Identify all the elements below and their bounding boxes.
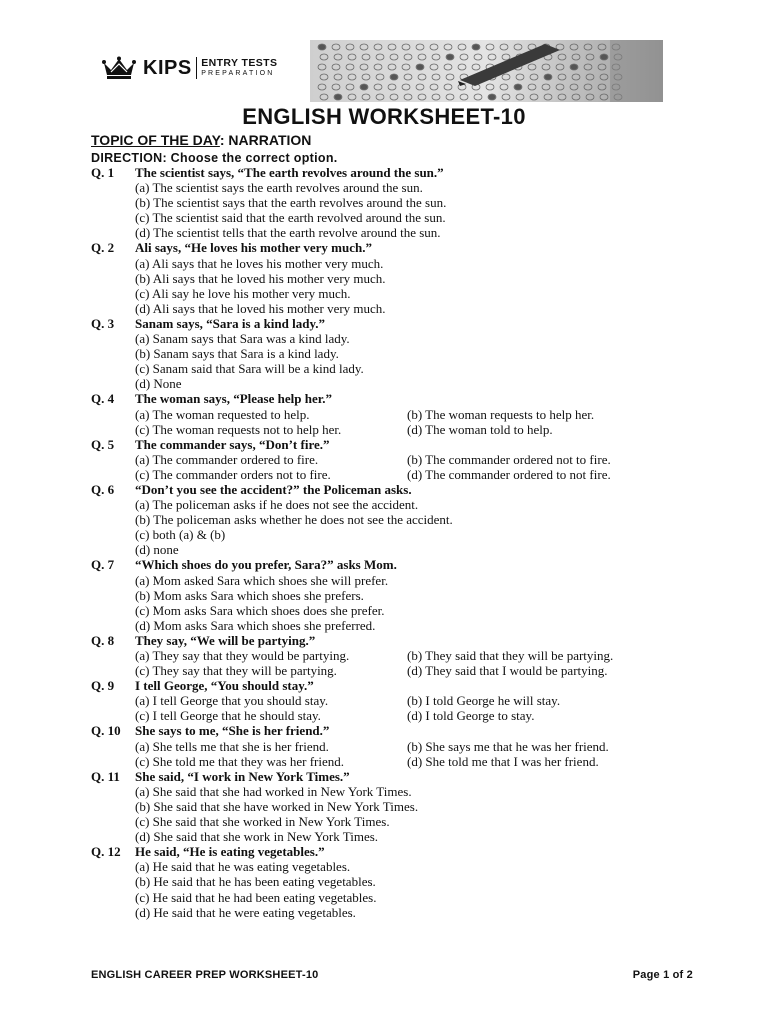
question-number: Q. 1 xyxy=(91,165,115,180)
question-block xyxy=(91,240,711,315)
answer-option[interactable]: (b) She said that she have worked in New York Times. xyxy=(135,798,419,814)
answer-option[interactable]: (a) I tell George that you should stay. xyxy=(135,693,329,709)
answer-option[interactable]: (a) The policeman asks if he does not see the accident. xyxy=(135,497,419,513)
option-row xyxy=(91,708,711,723)
answer-option[interactable]: (b) The commander ordered not to fire. xyxy=(407,451,611,467)
question-number: Q. 6 xyxy=(91,481,115,497)
question-line xyxy=(91,723,711,738)
answer-option[interactable]: (a) The woman requested to help. xyxy=(135,406,310,422)
question-text: They say, “We will be partying.” xyxy=(135,632,316,648)
answer-option[interactable]: (c) They say that they will be partying. xyxy=(135,663,337,679)
question-text: The commander says, “Don’t fire.” xyxy=(135,436,330,452)
answer-option[interactable]: (b) Sanam says that Sara is a kind lady. xyxy=(135,346,339,362)
question-text: Sanam says, “Sara is a kind lady.” xyxy=(135,315,326,331)
question-number: Q. 4 xyxy=(91,391,115,407)
answer-option[interactable]: (b) She says me that he was her friend. xyxy=(407,738,609,754)
question-line xyxy=(91,165,711,180)
question-line xyxy=(91,437,711,452)
answer-option[interactable]: (d) I told George to stay. xyxy=(407,708,535,724)
option-row xyxy=(91,467,711,482)
answer-option[interactable]: (b) The scientist says that the earth revolves around the sun. xyxy=(135,195,447,211)
answer-option[interactable]: (d) The woman told to help. xyxy=(407,421,553,437)
answer-option[interactable]: (d) They said that I would be partying. xyxy=(407,663,608,679)
option-row xyxy=(91,693,711,708)
question-text: I tell George, “You should stay.” xyxy=(135,678,314,694)
question-block xyxy=(91,557,711,632)
question-text: He said, “He is eating vegetables.” xyxy=(135,844,325,860)
option-row xyxy=(91,648,711,663)
answer-option[interactable]: (b) The woman requests to help her. xyxy=(407,406,595,422)
answer-option[interactable]: (c) She told me that they was her friend. xyxy=(135,753,345,769)
crown-icon xyxy=(101,56,137,80)
answer-option[interactable]: (d) He said that he were eating vegetables. xyxy=(135,904,356,920)
answer-option[interactable]: (c) She said that she worked in New York Times. xyxy=(135,814,390,830)
question-line xyxy=(91,391,711,406)
answer-option[interactable]: (b) He said that he has been eating vegetables. xyxy=(135,874,376,890)
kips-logo xyxy=(101,55,277,81)
answer-option[interactable]: (d) The scientist tells that the earth revolve around the sun. xyxy=(135,225,441,241)
topic-value: : NARRATION xyxy=(219,132,312,148)
answer-option[interactable]: (d) She told me that I was her friend. xyxy=(407,753,599,769)
answer-option[interactable]: (a) They say that they would be partying. xyxy=(135,648,350,663)
question-text: “Which shoes do you prefer, Sara?” asks Mom. xyxy=(135,557,397,573)
question-number: Q. 7 xyxy=(91,557,115,573)
answer-option[interactable]: (c) both (a) & (b) xyxy=(135,527,226,543)
answer-option[interactable]: (a) Ali says that he loves his mother very much. xyxy=(135,255,384,271)
question-block xyxy=(91,844,711,919)
question-line xyxy=(91,633,711,648)
question-line xyxy=(91,678,711,693)
answer-option[interactable]: (d) Mom asks Sara which shoes she preferred. xyxy=(135,617,376,633)
answer-option[interactable]: (c) Sanam said that Sara will be a kind lady. xyxy=(135,361,364,377)
question-line xyxy=(91,482,711,497)
question-number: Q. 5 xyxy=(91,436,115,452)
question-block xyxy=(91,633,711,678)
topic-of-the-day xyxy=(91,132,311,149)
answer-option[interactable]: (b) Mom asks Sara which shoes she prefers. xyxy=(135,587,364,603)
answer-option[interactable]: (a) Sanam says that Sara was a kind lady. xyxy=(135,331,350,347)
answer-option[interactable]: (c) He said that he had been eating vegetables. xyxy=(135,889,377,905)
question-number: Q. 11 xyxy=(91,768,120,784)
question-block xyxy=(91,723,711,768)
page-footer xyxy=(91,968,693,982)
question-number: Q. 3 xyxy=(91,315,115,331)
question-number: Q. 10 xyxy=(91,723,121,739)
page-header xyxy=(0,0,768,104)
question-line xyxy=(91,844,711,859)
question-block xyxy=(91,165,711,240)
logo-subtitle xyxy=(201,58,277,78)
answer-option[interactable]: (a) He said that he was eating vegetables. xyxy=(135,859,351,875)
logo-line2: PREPARATION xyxy=(201,70,275,77)
answer-option[interactable]: (d) She said that she work in New York Times. xyxy=(135,829,379,845)
answer-option[interactable]: (b) I told George he will stay. xyxy=(407,693,561,709)
question-number: Q. 9 xyxy=(91,678,115,694)
answer-option[interactable]: (a) She said that she had worked in New York Times. xyxy=(135,783,412,799)
answer-option[interactable]: (b) The policeman asks whether he does not see the accident. xyxy=(135,512,453,528)
question-block xyxy=(91,316,711,391)
option-row xyxy=(91,422,711,437)
answer-option[interactable]: (c) The commander orders not to fire. xyxy=(135,466,331,482)
answer-option[interactable]: (c) The scientist said that the earth revolved around the sun. xyxy=(135,210,446,226)
answer-option[interactable]: (d) The commander ordered to not fire. xyxy=(407,466,611,482)
question-line xyxy=(91,316,711,331)
logo-divider xyxy=(196,57,198,79)
question-text: “Don’t you see the accident?” the Policeman asks. xyxy=(135,481,412,497)
question-block xyxy=(91,769,711,844)
question-line xyxy=(91,240,711,255)
question-text: She said, “I work in New York Times.” xyxy=(135,768,350,784)
question-number: Q. 12 xyxy=(91,844,121,860)
answer-option[interactable]: (a) Mom asked Sara which shoes she will prefer. xyxy=(135,572,389,588)
question-block xyxy=(91,437,711,482)
question-block xyxy=(91,678,711,723)
question-block xyxy=(91,391,711,436)
question-line xyxy=(91,769,711,784)
option-row xyxy=(91,407,711,422)
answer-option[interactable]: (c) The woman requests not to help her. xyxy=(135,421,342,437)
answer-sheet-photo xyxy=(310,40,663,102)
page-number: Page 1 of 2 xyxy=(632,969,693,981)
answer-option[interactable]: (a) She tells me that she is her friend. xyxy=(135,738,329,754)
question-text: Ali says, “He loves his mother very much.” xyxy=(135,240,372,256)
answer-option[interactable]: (c) I tell George that he should stay. xyxy=(135,708,321,724)
answer-option[interactable]: (c) Ali say he love his mother very much. xyxy=(135,285,351,301)
option-row xyxy=(91,452,711,467)
question-text: The scientist says, “The earth revolves around the sun.” xyxy=(135,165,444,180)
answer-option[interactable]: (d) None xyxy=(135,376,182,392)
topic-label: TOPIC OF THE DAY xyxy=(91,132,220,148)
question-list xyxy=(91,165,711,920)
option-row xyxy=(91,739,711,754)
option-row xyxy=(91,663,711,678)
question-text: The woman says, “Please help her.” xyxy=(135,391,333,407)
answer-option[interactable]: (d) none xyxy=(135,542,179,558)
question-line xyxy=(91,557,711,572)
answer-option[interactable]: (c) Mom asks Sara which shoes does she prefer. xyxy=(135,602,385,618)
question-number: Q. 2 xyxy=(91,240,115,256)
question-number: Q. 8 xyxy=(91,632,115,648)
answer-option[interactable]: (b) Ali says that he loved his mother very much. xyxy=(135,270,386,286)
answer-option[interactable]: (a) The scientist says the earth revolves around the sun. xyxy=(135,180,423,196)
option-row xyxy=(91,754,711,769)
answer-option[interactable]: (b) They said that they will be partying. xyxy=(407,648,614,663)
direction-text: DIRECTION: Choose the correct option. xyxy=(91,151,338,165)
question-text: She says to me, “She is her friend.” xyxy=(135,723,330,739)
answer-option[interactable]: (a) The commander ordered to fire. xyxy=(135,451,319,467)
answer-option[interactable]: (d) Ali says that he loved his mother very much. xyxy=(135,300,386,316)
question-block xyxy=(91,482,711,557)
footer-title: ENGLISH CAREER PREP WORKSHEET-10 xyxy=(91,969,319,981)
logo-brand: KIPS xyxy=(143,57,192,79)
logo-line1: ENTRY TESTS xyxy=(201,57,278,69)
page-title: ENGLISH WORKSHEET-10 xyxy=(242,104,526,129)
